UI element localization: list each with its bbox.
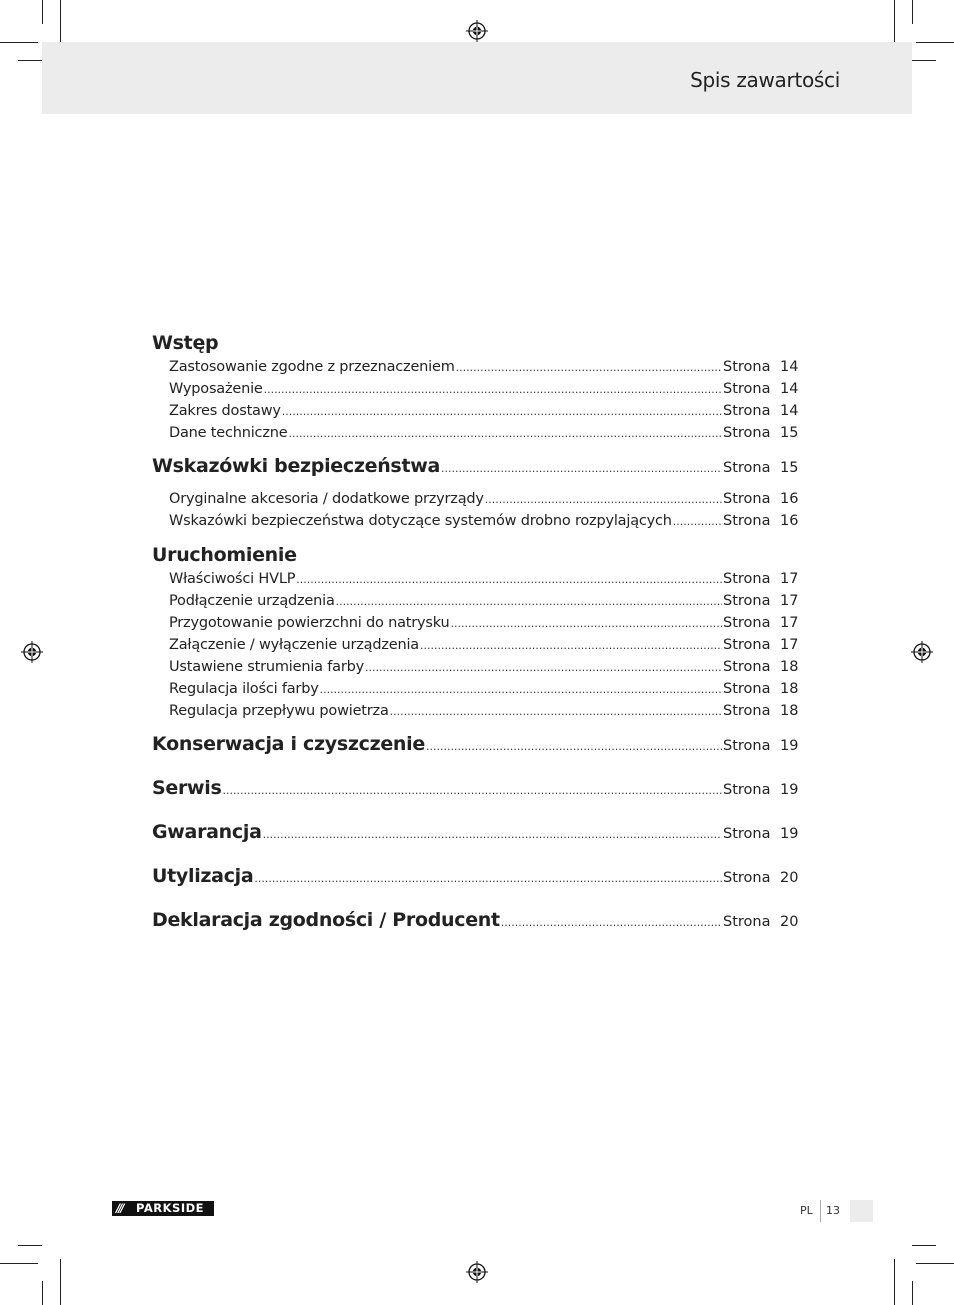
toc-section-wstep <box>152 330 797 444</box>
toc-entry-label: Wyposażenie <box>169 381 263 397</box>
crop-mark <box>18 60 42 61</box>
page-word: Strona <box>723 826 771 842</box>
leader-dots <box>451 613 723 635</box>
toc-entry[interactable] <box>152 766 797 810</box>
page-word: Strona <box>723 593 771 609</box>
crop-mark <box>916 1263 954 1264</box>
page-number: 20 <box>780 914 799 930</box>
toc-section-title: Wskazówki bezpieczeństwa <box>152 455 440 477</box>
leader-dots <box>420 635 722 657</box>
logo-stripes: /// <box>116 1201 123 1215</box>
page-word: Strona <box>723 359 771 375</box>
toc-entry-label: Oryginalne akcesoria / dodatkowe przyrządy <box>169 491 484 507</box>
toc-entry-label: Przygotowanie powierzchni do natrysku <box>169 615 450 631</box>
toc-entry-label: Dane techniczne <box>169 425 288 441</box>
page-number: 19 <box>780 826 799 842</box>
crop-mark <box>0 1263 38 1264</box>
parkside-logo <box>112 1201 214 1216</box>
crop-mark <box>912 0 913 24</box>
leader-dots <box>254 857 722 901</box>
page-word: Strona <box>723 637 771 653</box>
crop-mark <box>60 1259 61 1305</box>
toc-entry-label: Podłączenie urządzenia <box>169 593 335 609</box>
leader-dots <box>365 657 722 679</box>
page-number: 15 <box>780 425 799 441</box>
leader-dots <box>282 401 722 423</box>
toc-entry[interactable] <box>152 700 797 722</box>
footer-divider <box>820 1200 821 1222</box>
leader-dots <box>501 901 722 945</box>
page-word: Strona <box>723 491 771 507</box>
toc-entry-label: Załączenie / wyłączenie urządzenia <box>169 637 419 653</box>
page-number: 18 <box>780 681 799 697</box>
leader-dots <box>390 701 722 723</box>
toc-entry[interactable] <box>152 656 797 678</box>
leader-dots <box>223 769 722 813</box>
page-word: Strona <box>723 615 771 631</box>
toc-section-uruchomienie <box>152 542 797 722</box>
toc-section-title: Gwarancja <box>152 821 262 843</box>
page-word: Strona <box>723 703 771 719</box>
toc-entry[interactable] <box>152 678 797 700</box>
table-of-contents <box>152 330 797 942</box>
page-number: 18 <box>780 659 799 675</box>
page-number: 18 <box>780 703 799 719</box>
toc-entry[interactable] <box>152 378 797 400</box>
registration-mark-icon <box>911 641 933 663</box>
page-number: 20 <box>780 870 799 886</box>
page-word: Strona <box>723 425 771 441</box>
toc-entry[interactable] <box>152 612 797 634</box>
page-word: Strona <box>723 914 771 930</box>
registration-mark-icon <box>466 1261 488 1283</box>
page-number: 16 <box>780 513 799 529</box>
page-number: 14 <box>780 359 799 375</box>
leader-dots <box>426 725 722 769</box>
toc-entry[interactable] <box>152 356 797 378</box>
toc-entry[interactable] <box>152 488 797 510</box>
leader-dots <box>296 569 722 591</box>
page-word: Strona <box>723 460 771 476</box>
page-number: 17 <box>780 615 799 631</box>
page-word: Strona <box>723 870 771 886</box>
crop-mark <box>912 1245 936 1246</box>
crop-mark <box>60 0 61 46</box>
page-number: 17 <box>780 571 799 587</box>
toc-entry-label: Ustawiene strumienia farby <box>169 659 364 675</box>
crop-mark <box>912 60 936 61</box>
leader-dots <box>336 591 722 613</box>
crop-mark <box>894 0 895 46</box>
page-number: 16 <box>780 491 799 507</box>
toc-entry[interactable] <box>152 568 797 590</box>
toc-entry[interactable] <box>152 590 797 612</box>
page-word: Strona <box>723 403 771 419</box>
toc-section-title: Serwis <box>152 777 222 799</box>
crop-mark <box>916 42 954 43</box>
toc-entry-label: Regulacja przepływu powietrza <box>169 703 389 719</box>
page-number: 19 <box>780 738 799 754</box>
page-number: 14 <box>780 403 799 419</box>
toc-entry-label: Wskazówki bezpieczeństwa dotyczące systemów drobno rozpylających <box>169 513 672 529</box>
toc-section-title: Wstęp <box>152 332 219 354</box>
leader-dots <box>456 357 722 379</box>
leader-dots <box>264 379 722 401</box>
toc-section-title: Konserwacja i czyszczenie <box>152 733 425 755</box>
crop-mark <box>42 1281 43 1305</box>
toc-entry[interactable] <box>152 422 797 444</box>
toc-entry[interactable] <box>152 634 797 656</box>
footer-tab <box>850 1200 873 1222</box>
leader-dots <box>673 511 722 533</box>
page-word: Strona <box>723 513 771 529</box>
toc-entry[interactable] <box>152 722 797 766</box>
toc-entry[interactable] <box>152 810 797 854</box>
registration-mark-icon <box>466 20 488 42</box>
toc-entry-label: Zakres dostawy <box>169 403 281 419</box>
page-word: Strona <box>723 681 771 697</box>
toc-section-title: Deklaracja zgodności / Producent <box>152 909 500 931</box>
registration-mark-icon <box>21 641 43 663</box>
page-number: 14 <box>780 381 799 397</box>
page-word: Strona <box>723 738 771 754</box>
toc-section-title: Utylizacja <box>152 865 254 887</box>
leader-dots <box>288 423 722 445</box>
toc-entry-label: Zastosowanie zgodne z przeznaczeniem <box>169 359 455 375</box>
language-code: PL <box>800 1204 813 1217</box>
toc-section-bezpieczenstwo <box>152 444 797 532</box>
toc-section-title: Uruchomienie <box>152 544 297 566</box>
leader-dots <box>320 679 722 701</box>
page-number: 19 <box>780 782 799 798</box>
crop-mark <box>912 1281 913 1305</box>
toc-entry[interactable] <box>152 444 797 488</box>
leader-dots <box>263 813 722 857</box>
crop-mark <box>18 1245 42 1246</box>
page-number: 17 <box>780 593 799 609</box>
page-number-footer: 13 <box>826 1204 840 1217</box>
leader-dots <box>485 489 722 511</box>
logo-brand: PARKSIDE <box>136 1201 205 1215</box>
leader-dots <box>441 447 722 491</box>
toc-entry[interactable] <box>152 400 797 422</box>
toc-entry-label: Regulacja ilości farby <box>169 681 319 697</box>
toc-entry[interactable] <box>152 510 797 532</box>
toc-entry-label: Właściwości HVLP <box>169 571 296 587</box>
crop-mark <box>894 1259 895 1305</box>
toc-entry[interactable] <box>152 854 797 898</box>
page-word: Strona <box>723 571 771 587</box>
page-word: Strona <box>723 659 771 675</box>
page-word: Strona <box>723 381 771 397</box>
crop-mark <box>42 0 43 24</box>
page-number: 17 <box>780 637 799 653</box>
toc-entry[interactable] <box>152 898 797 942</box>
page-number: 15 <box>780 460 799 476</box>
page-title: Spis zawartości <box>690 68 840 92</box>
page-word: Strona <box>723 782 771 798</box>
header-band <box>42 42 912 114</box>
crop-mark <box>0 42 38 43</box>
